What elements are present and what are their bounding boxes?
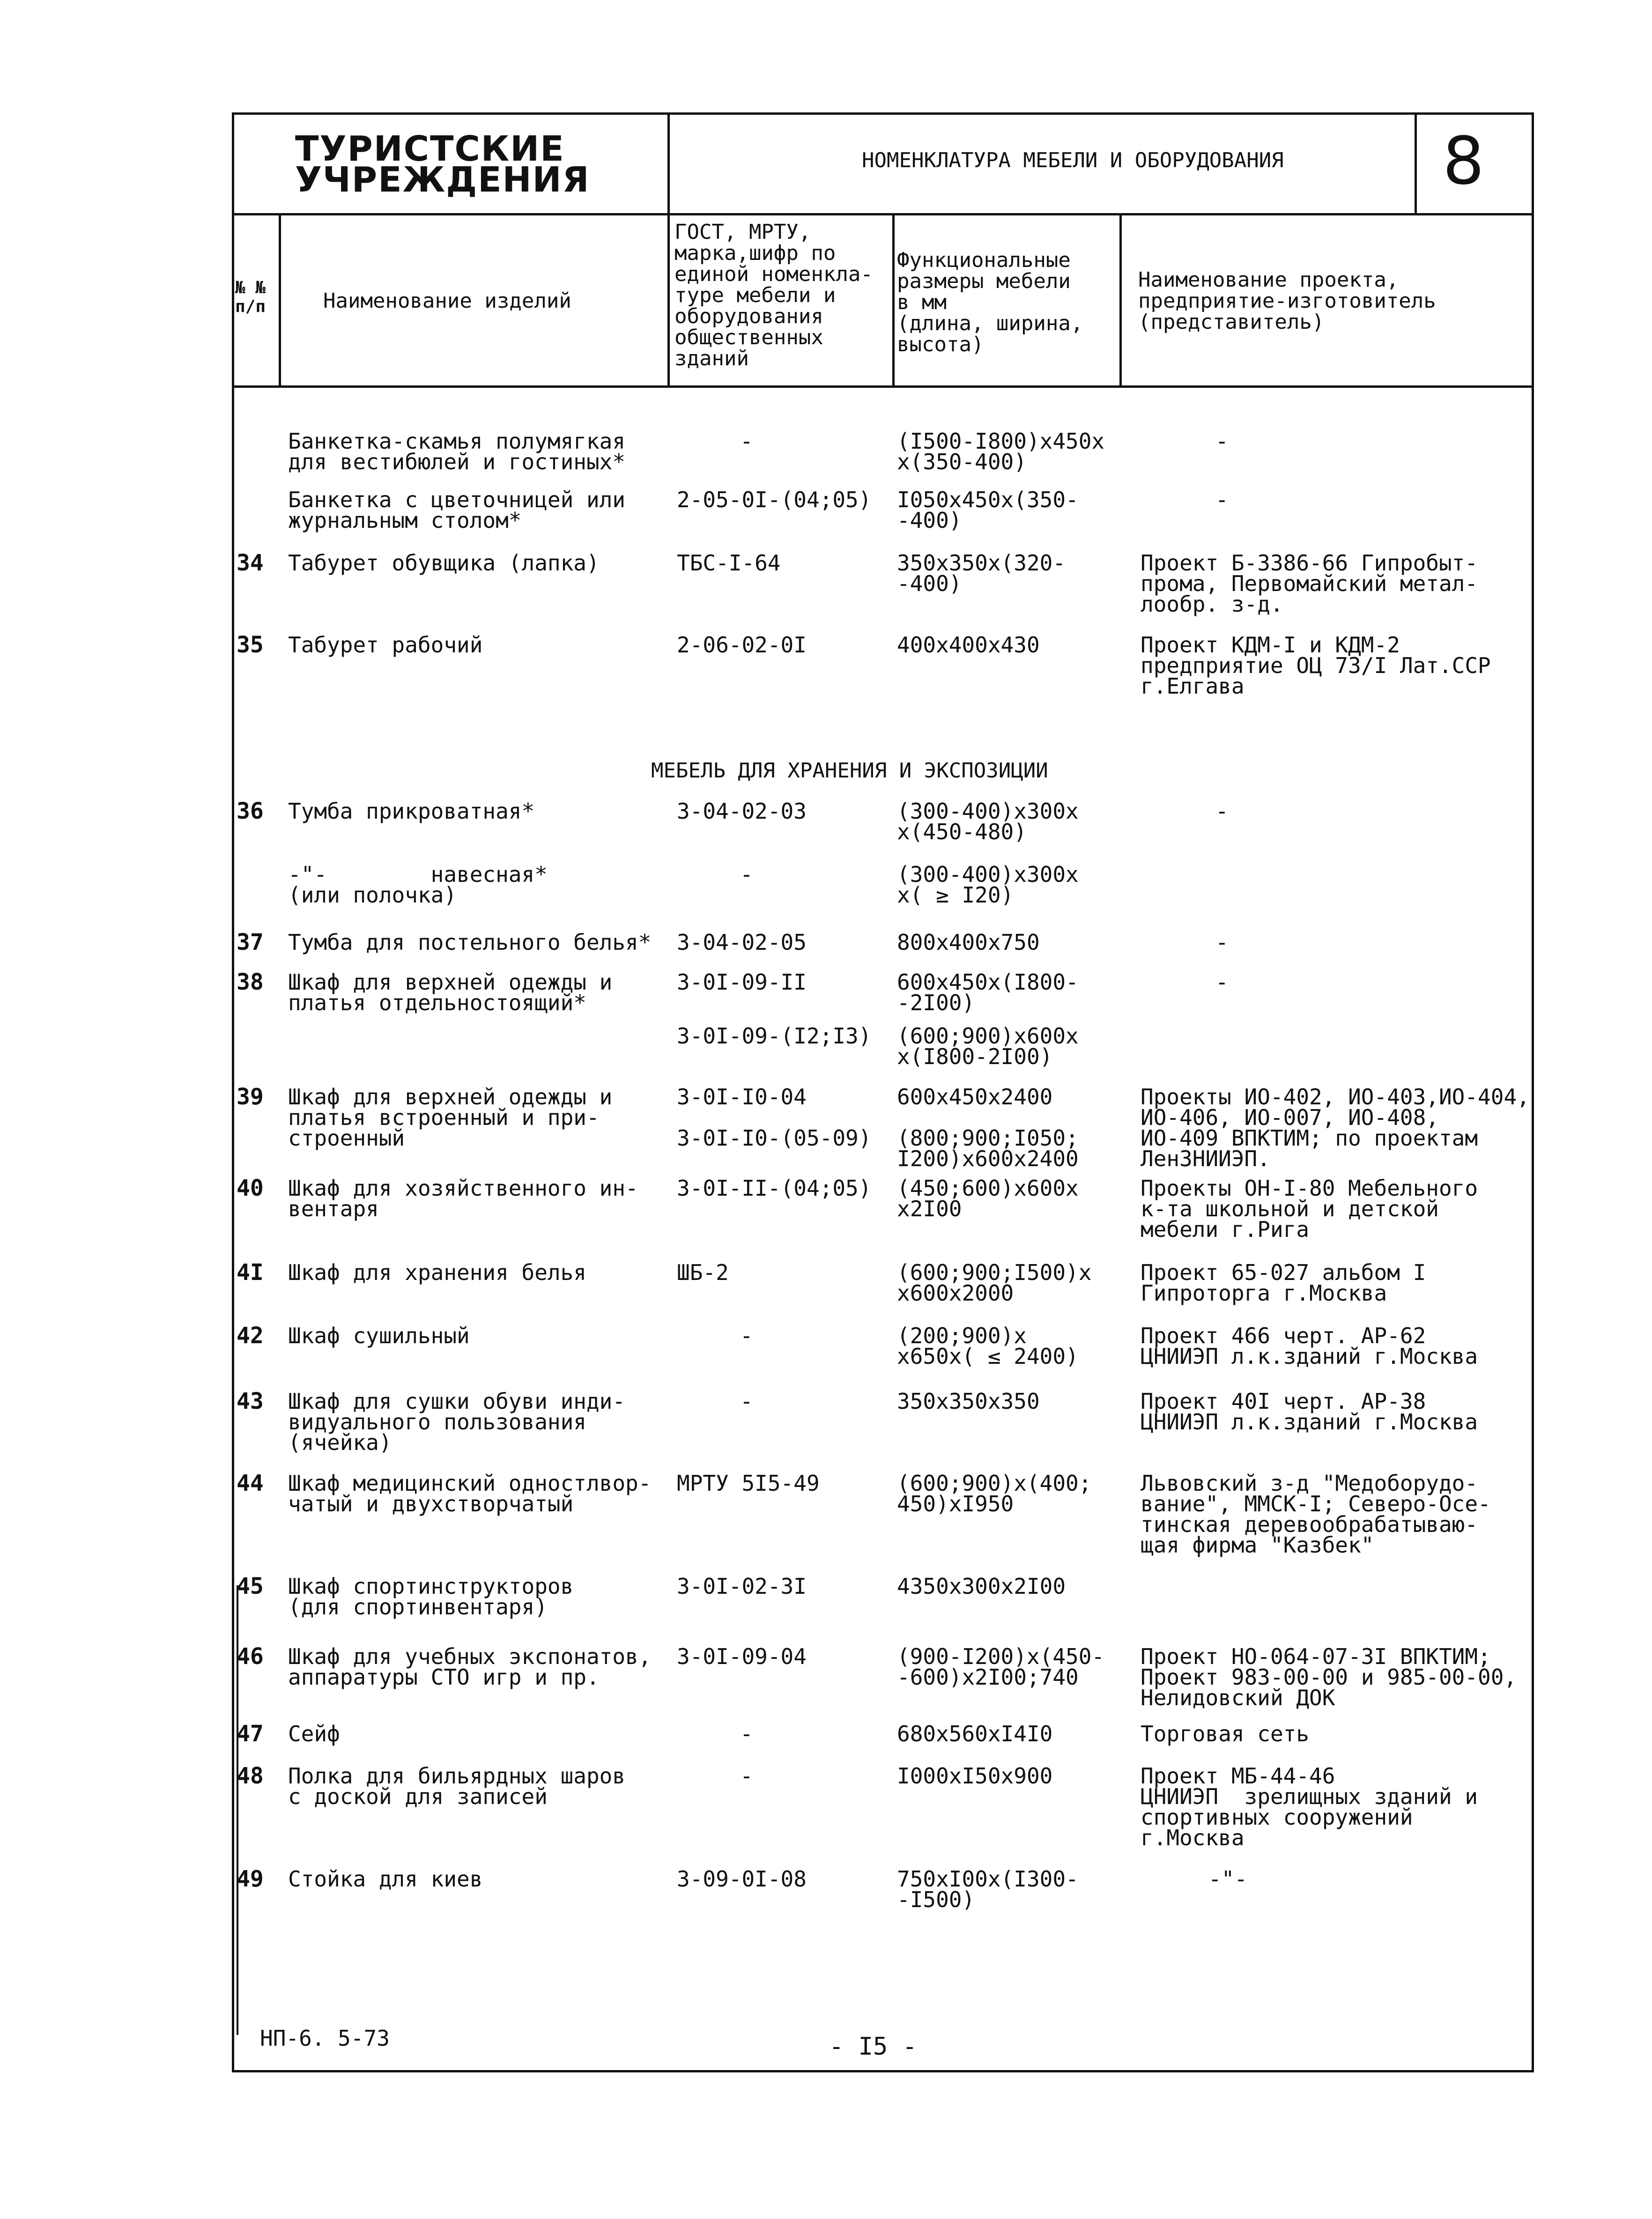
row-num-cell: 35 [237, 632, 264, 658]
row-name-cell: -"- навесная* (или полочка) [288, 862, 548, 908]
row-num-cell: 45 [237, 1573, 264, 1599]
row-num-cell: 47 [237, 1721, 264, 1747]
row-gost-cell: - [740, 1323, 753, 1348]
row-project-cell: Проект 40I черт. АР-38 ЦНИИЭП л.к.зданий г.Москва [1141, 1389, 1478, 1435]
col-header-dims: Функциональные размеры мебели в мм (длина, ширина, высота) [897, 248, 1083, 356]
row-dims-cell: (200;900)x x650x( ≤ 2400) [897, 1323, 1079, 1369]
row-gost-cell: 2-06-02-0I [677, 632, 807, 658]
row-project-cell: - [1215, 799, 1229, 824]
colhead-vline-3 [1119, 213, 1122, 385]
row-name-cell: Табурет рабочий [288, 632, 483, 658]
row-num-cell: 37 [237, 929, 264, 955]
row-name-cell: Шкаф медицинский одностлвор- чатый и двухстворчатый [288, 1471, 652, 1516]
row-name-cell: Шкаф для учебных экспонатов, аппаратуры СТО игр и пр. [288, 1644, 652, 1690]
column-header-divider [234, 385, 1532, 388]
row-project-cell: - [1215, 487, 1229, 512]
row-name-cell: Стойка для киев [288, 1866, 483, 1892]
category-title-line2: УЧРЕЖДЕНИЯ [295, 160, 590, 200]
section-title: МЕБЕЛЬ ДЛЯ ХРАНЕНИЯ И ЭКСПОЗИЦИИ [651, 759, 1048, 783]
row-dims-cell: 4350x300x2I00 [897, 1574, 1066, 1599]
row-project-cell: Проекты ИО-402, ИО-403,ИО-404, ИО-406, ИО-007, ИО-408, ИО-409 ВПКТИМ; по проектам ЛенЗНИИЭП. [1141, 1084, 1530, 1171]
row-gost-cell: - [740, 1389, 753, 1414]
row-name-cell: Банкетка с цветочницей или журнальным столом* [288, 487, 626, 533]
row-project-cell: Торговая сеть [1141, 1721, 1310, 1746]
document-title: НОМЕНКЛАТУРА МЕБЕЛИ И ОБОРУДОВАНИЯ [862, 148, 1284, 172]
row-num-cell: 4I [237, 1259, 264, 1286]
row-dims-cell: (600;900)x600x x(I800-2I00) [897, 1023, 1079, 1069]
category-title [295, 129, 590, 200]
row-gost-cell: - [740, 1721, 753, 1746]
row-num-cell: 43 [237, 1388, 264, 1414]
row-dims-cell: I000xI50x900 [897, 1763, 1053, 1789]
col-header-project: Наименование проекта, предприятие-изготовитель (представитель) [1138, 268, 1436, 334]
row-gost-cell: - [740, 429, 753, 454]
row-dims-cell: (I500-I800)x450x x(350-400) [897, 429, 1105, 474]
row-project-cell: Проект МБ-44-46 ЦНИИЭП зрелищных зданий и спортивных сооружений г.Москва [1141, 1763, 1478, 1850]
row-name-cell: Шкаф для верхней одежды и платья встроенный и при- строенный [288, 1084, 613, 1151]
sheet-number: 8 [1443, 123, 1485, 200]
row-num-cell: 49 [237, 1866, 264, 1892]
row-project-cell: - [1215, 969, 1229, 995]
colhead-vline-2 [892, 213, 895, 385]
row-name-cell: Сейф [288, 1721, 340, 1746]
row-project-cell: Проект КДМ-I и КДМ-2 предприятие ОЦ 73/I Лат.ССР г.Елгава [1141, 632, 1491, 699]
col-header-num: № № п/п [235, 278, 266, 316]
footer-code: НП-6. 5-73 [260, 2026, 390, 2051]
row-project-cell: Проекты ОН-I-80 Мебельного к-та школьной и детской мебели г.Рига [1141, 1176, 1478, 1242]
row-num-cell: 44 [237, 1470, 264, 1496]
row-dims-cell: (900-I200)x(450- -600)x2I00;740 [897, 1644, 1105, 1690]
row-project-cell: Львовский з-д "Медоборудо- вание", ММСК-I; Северо-Осе- тинская деревообрабатываю- щая фирма "Казбек" [1141, 1471, 1491, 1558]
row-gost-cell: 3-04-02-05 [677, 930, 807, 955]
colhead-vline-1 [279, 213, 281, 385]
header-divider [234, 213, 1532, 215]
row-gost-cell: 2-05-0I-(04;05) [677, 487, 872, 512]
row-name-cell: Полка для бильярдных шаров с доской для записей [288, 1763, 626, 1809]
row-gost-cell: - [740, 862, 753, 887]
row-gost-cell: 3-0I-09-II [677, 969, 807, 995]
row-name-cell: Шкаф сушильный [288, 1323, 470, 1348]
row-project-cell: - [1215, 429, 1229, 454]
row-name-cell: Табурет обувщика (лапка) [288, 550, 600, 576]
row-dims-cell: 350x350x350 [897, 1389, 1040, 1414]
row-gost-cell: 3-0I-02-3I [677, 1574, 807, 1599]
row-dims-cell: I050x450x(350- -400) [897, 487, 1079, 533]
row-project-cell: Проект 466 черт. АР-62 ЦНИИЭП л.к.зданий г.Москва [1141, 1323, 1478, 1369]
row-num-cell: 46 [237, 1643, 264, 1670]
row-gost-cell: ТБС-I-64 [677, 550, 781, 576]
col-header-gost: ГОСТ, МРТУ, марка,шифр по единой номенкла- туре мебели и оборудования общественных зданий [674, 220, 873, 370]
row-num-cell: 42 [237, 1323, 264, 1349]
row-dims-cell: 600x450x(I800- -2I00) [897, 969, 1079, 1015]
page-number: - I5 - [829, 2033, 917, 2061]
row-dims-cell: 750xI00x(I300- -I500) [897, 1866, 1079, 1912]
row-name-cell: Шкаф для хозяйственного ин- вентаря [288, 1176, 638, 1221]
page-frame [232, 112, 1534, 2072]
row-num-cell: 38 [237, 969, 264, 995]
row-num-cell: 36 [237, 798, 264, 824]
row-gost-cell: МРТУ 5I5-49 [677, 1471, 820, 1496]
row-project-cell: Проект Б-3386-66 Гипробыт- прома, Первомайский метал- лообр. з-д. [1141, 550, 1478, 617]
row-project-cell: Проект 65-027 альбом I Гипроторга г.Москва [1141, 1260, 1426, 1306]
row-project-cell: Проект НО-064-07-3I ВПКТИМ; Проект 983-00-00 и 985-00-00, Нелидовский ДОК [1141, 1644, 1517, 1710]
col-header-name: Наименование изделий [323, 289, 571, 313]
row-dims-cell: (300-400)x300x x( ≥ I20) [897, 862, 1079, 908]
row-num-cell: 39 [237, 1084, 264, 1110]
header-vline-1 [667, 115, 670, 385]
row-gost-cell: 3-0I-09-(I2;I3) [677, 1023, 872, 1049]
row-name-cell: Банкетка-скамья полумягкая для вестибюлей и гостиных* [288, 429, 626, 474]
row-name-cell: Тумба прикроватная* [288, 799, 535, 824]
row-dims-cell: 400x400x430 [897, 632, 1040, 658]
row-dims-cell: (600;900)x(400; 450)xI950 [897, 1471, 1092, 1516]
row-name-cell: Тумба для постельного белья* [288, 930, 652, 955]
row-dims-cell: 350x350x(320- -400) [897, 550, 1066, 596]
row-dims-cell: 600x450x2400 (800;900;I050; I200)x600x2400 [897, 1084, 1079, 1171]
row-name-cell: Шкаф для хранения белья [288, 1260, 586, 1285]
row-project-cell: - [1215, 930, 1229, 955]
row-gost-cell: - [740, 1763, 753, 1789]
header-vline-2 [1415, 115, 1417, 213]
row-name-cell: Шкаф спортинструкторов (для спортинвентаря) [288, 1574, 574, 1620]
row-dims-cell: 800x400x750 [897, 930, 1040, 955]
row-dims-cell: 680x560xI4I0 [897, 1721, 1053, 1746]
row-name-cell: Шкаф для сушки обуви инди- видуального пользования (ячейка) [288, 1389, 626, 1455]
row-num-cell: 34 [237, 550, 264, 576]
row-name-cell: Шкаф для верхней одежды и платья отдельностоящий* [288, 969, 613, 1015]
row-gost-cell: 3-0I-I0-04 3-0I-I0-(05-09) [677, 1084, 872, 1151]
row-dims-cell: (450;600)x600x x2I00 [897, 1176, 1079, 1221]
row-project-cell: -"- [1208, 1866, 1248, 1892]
row-gost-cell: ШБ-2 [677, 1260, 729, 1285]
row-num-cell: 40 [237, 1175, 264, 1201]
row-gost-cell: 3-09-0I-08 [677, 1866, 807, 1892]
row-dims-cell: (300-400)x300x x(450-480) [897, 799, 1079, 844]
category-title-line1: ТУРИСТСКИЕ [295, 129, 565, 169]
row-dims-cell: (600;900;I500)x x600x2000 [897, 1260, 1092, 1306]
row-num-cell: 48 [237, 1763, 264, 1789]
row-gost-cell: 3-04-02-03 [677, 799, 807, 824]
row-gost-cell: 3-0I-II-(04;05) [677, 1176, 872, 1201]
row-gost-cell: 3-0I-09-04 [677, 1644, 807, 1669]
